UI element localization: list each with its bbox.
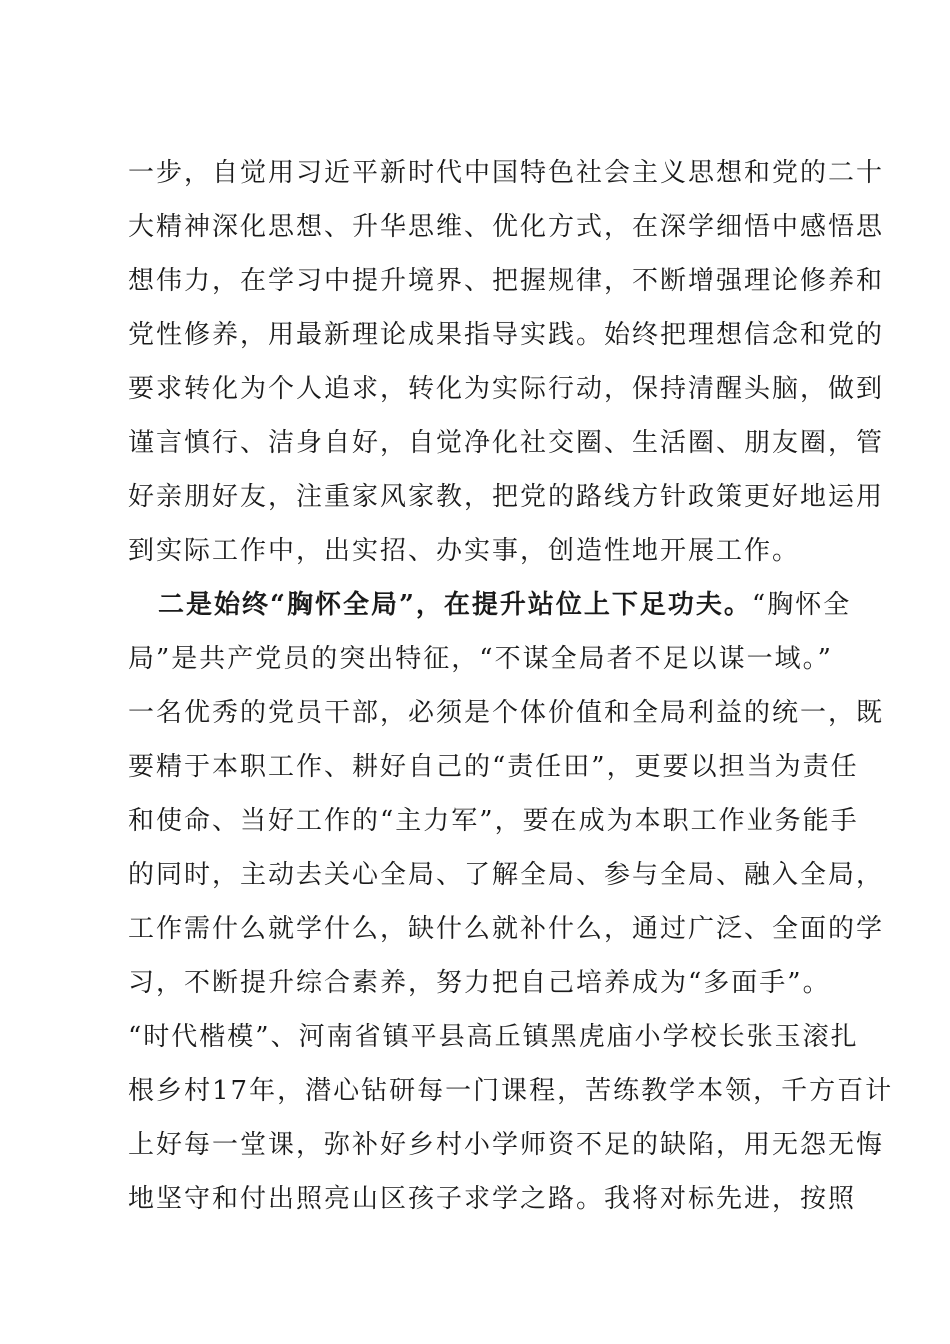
paragraph-heading: 二是始终“胸怀全局”，在提升站位上下足功夫。 <box>158 590 752 620</box>
paragraph-1 <box>128 146 885 578</box>
text-line: “时代楷模”、河南省镇平县高丘镇黑虎庙小学校长张玉滚扎 <box>128 1022 859 1052</box>
text-line: 上好每一堂课，弥补好乡村小学师资不足的缺陷，用无怨无悔 <box>128 1130 885 1160</box>
text-line: 大精神深化思想、升华思维、优化方式，在深学细悟中感悟思 <box>128 212 885 242</box>
text-line: 的同时，主动去关心全局、了解全局、参与全局、融入全局， <box>128 860 885 890</box>
text-line: 要求转化为个人追求，转化为实际行动，保持清醒头脑，做到 <box>128 374 885 404</box>
text-line: 好亲朋好友，注重家风家教，把党的路线方针政策更好地运用 <box>128 482 885 512</box>
text-line: 局”是共产党员的突出特征，“不谋全局者不足以谋一域。” <box>128 644 833 674</box>
text-line: 要精于本职工作、耕好自己的“责任田”，更要以担当为责任 <box>128 752 859 782</box>
heading-line-rest: “胸怀全 <box>751 590 852 620</box>
text-line: 地坚守和付出照亮山区孩子求学之路。我将对标先进，按照 <box>128 1184 857 1214</box>
text-line: 想伟力，在学习中提升境界、把握规律，不断增强理论修养和 <box>128 266 885 296</box>
paragraph-first-line <box>128 578 852 632</box>
text-line: 工作需什么就学什么，缺什么就补什么，通过广泛、全面的学 <box>128 914 885 944</box>
text-line: 根乡村17年，潜心钻研每一门课程，苦练教学本领，千方百计 <box>128 1076 894 1106</box>
text-line: 一步，自觉用习近平新时代中国特色社会主义思想和党的二十 <box>128 158 885 188</box>
text-line: 一名优秀的党员干部，必须是个体价值和全局利益的统一，既 <box>128 698 885 728</box>
text-line: 党性修养，用最新理论成果指导实践。始终把理想信念和党的 <box>128 320 885 350</box>
text-line: 到实际工作中，出实招、办实事，创造性地开展工作。 <box>128 536 801 566</box>
text-line: 和使命、当好工作的“主力军”，要在成为本职工作业务能手 <box>128 806 859 836</box>
paragraph-2 <box>128 578 894 1226</box>
text-line: 谨言慎行、洁身自好，自觉净化社交圈、生活圈、朋友圈，管 <box>128 428 885 458</box>
text-line: 习，不断提升综合素养，努力把自己培养成为“多面手”。 <box>128 968 831 998</box>
